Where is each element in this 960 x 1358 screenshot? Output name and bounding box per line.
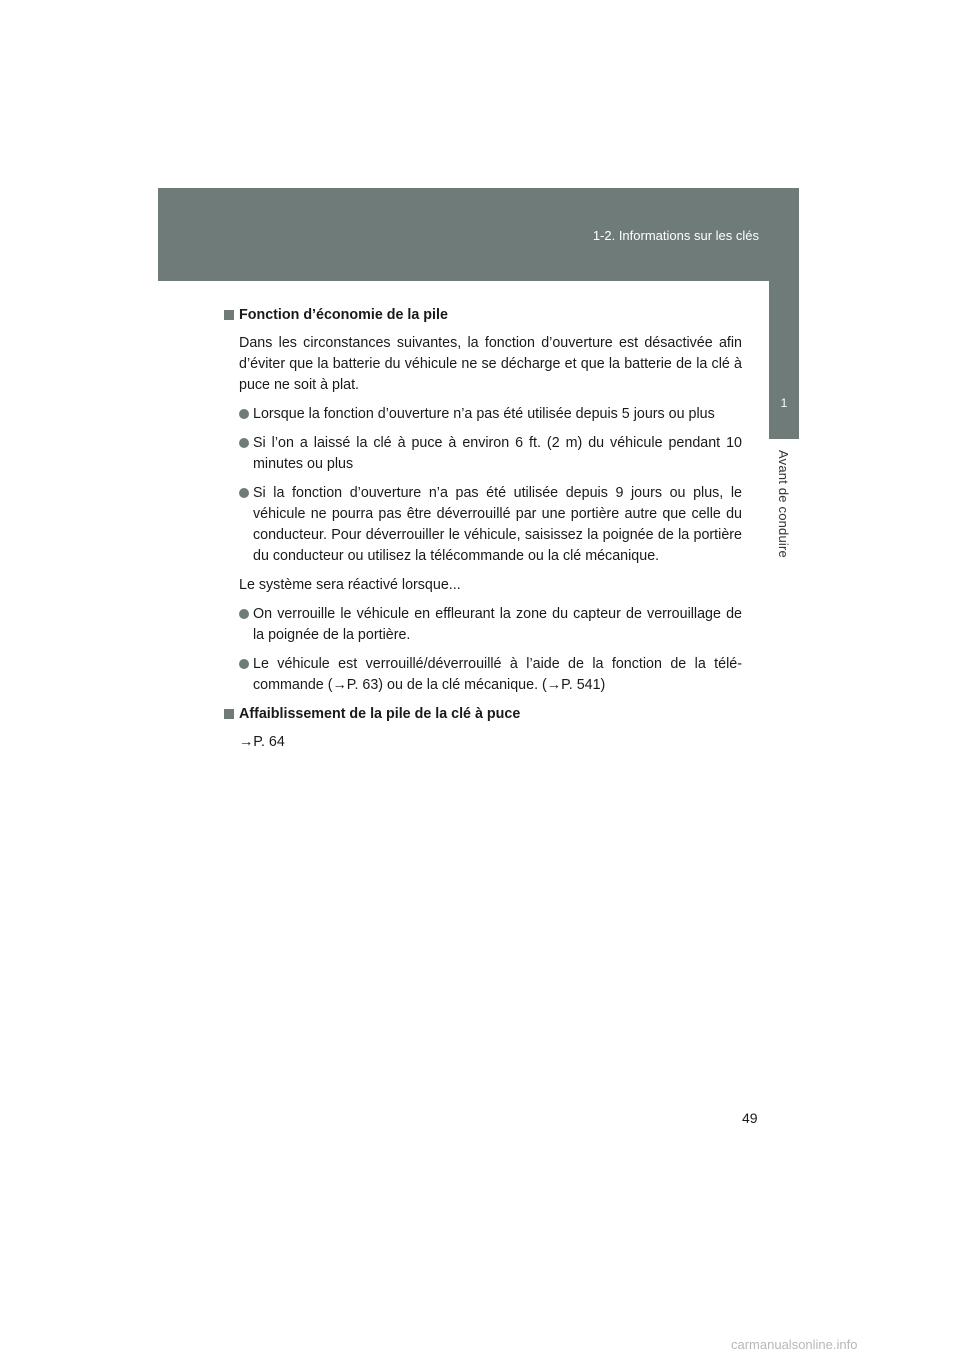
chapter-number: 1 [780,396,788,410]
list-item-text: Le véhicule est verrouillé/déverrouillé à l’aide de la fonction de la télé-commande (→P. 63) ou de la clé mécanique. (→P. 541) [253,656,742,693]
square-bullet-icon [224,310,234,320]
reactivation-paragraph: Le système sera réactivé lorsque... [239,577,461,593]
section-heading-battery-saving [222,305,742,326]
header-band [158,188,799,281]
page-number: 49 [742,1110,758,1126]
circle-bullet-icon [239,438,249,448]
heading-text: Fonction d’économie de la pile [239,307,448,323]
page-content [222,305,742,761]
section-title: 1-2. Informations sur les clés [592,228,759,243]
circle-bullet-icon [239,488,249,498]
list-item-text: Lorsque la fonction d’ouverture n’a pas été utilisée depuis 5 jours ou plus [253,406,715,422]
chapter-tab [769,368,799,439]
chapter-label: Avant de conduire [776,450,791,558]
circle-bullet-icon [239,659,249,669]
page-reference-link[interactable]: →P. 64 [239,734,285,750]
intro-paragraph: Dans les circonstances suivantes, la fonction d’ouverture est désactivée afin d’éviter que la batterie du véhicule ne se décharge et que la batterie de la clé à puce ne soit à plat. [239,335,742,393]
heading-text: Affaiblissement de la pile de la clé à puce [239,706,521,722]
section-heading-weak-battery [222,704,742,725]
list-item [239,483,742,567]
circle-bullet-icon [239,409,249,419]
side-tab-spacer [769,281,799,368]
list-item-text: Si la fonction d’ouverture n’a pas été utilisée depuis 9 jours ou plus, le véhicule ne pourra pas être déverrouillé par une portière autre que celle du conducteur. Pour déverrouiller le véhicule, saisissez la poignée de la portière du conducteur ou utilisez la télécommande ou la clé mécanique. [253,485,742,564]
circle-bullet-icon [239,609,249,619]
list-item [239,654,742,696]
list-item-text: On verrouille le véhicule en effleurant la zone du capteur de verrouillage de la poignée de la portière. [253,606,742,643]
watermark: carmanualsonline.info [731,1337,858,1352]
list-item [239,433,742,475]
list-item [239,604,742,646]
list-item [239,404,742,425]
square-bullet-icon [224,709,234,719]
list-item-text: Si l’on a laissé la clé à puce à environ 6 ft. (2 m) du véhicule pendant 10 minutes ou plus [253,435,742,472]
